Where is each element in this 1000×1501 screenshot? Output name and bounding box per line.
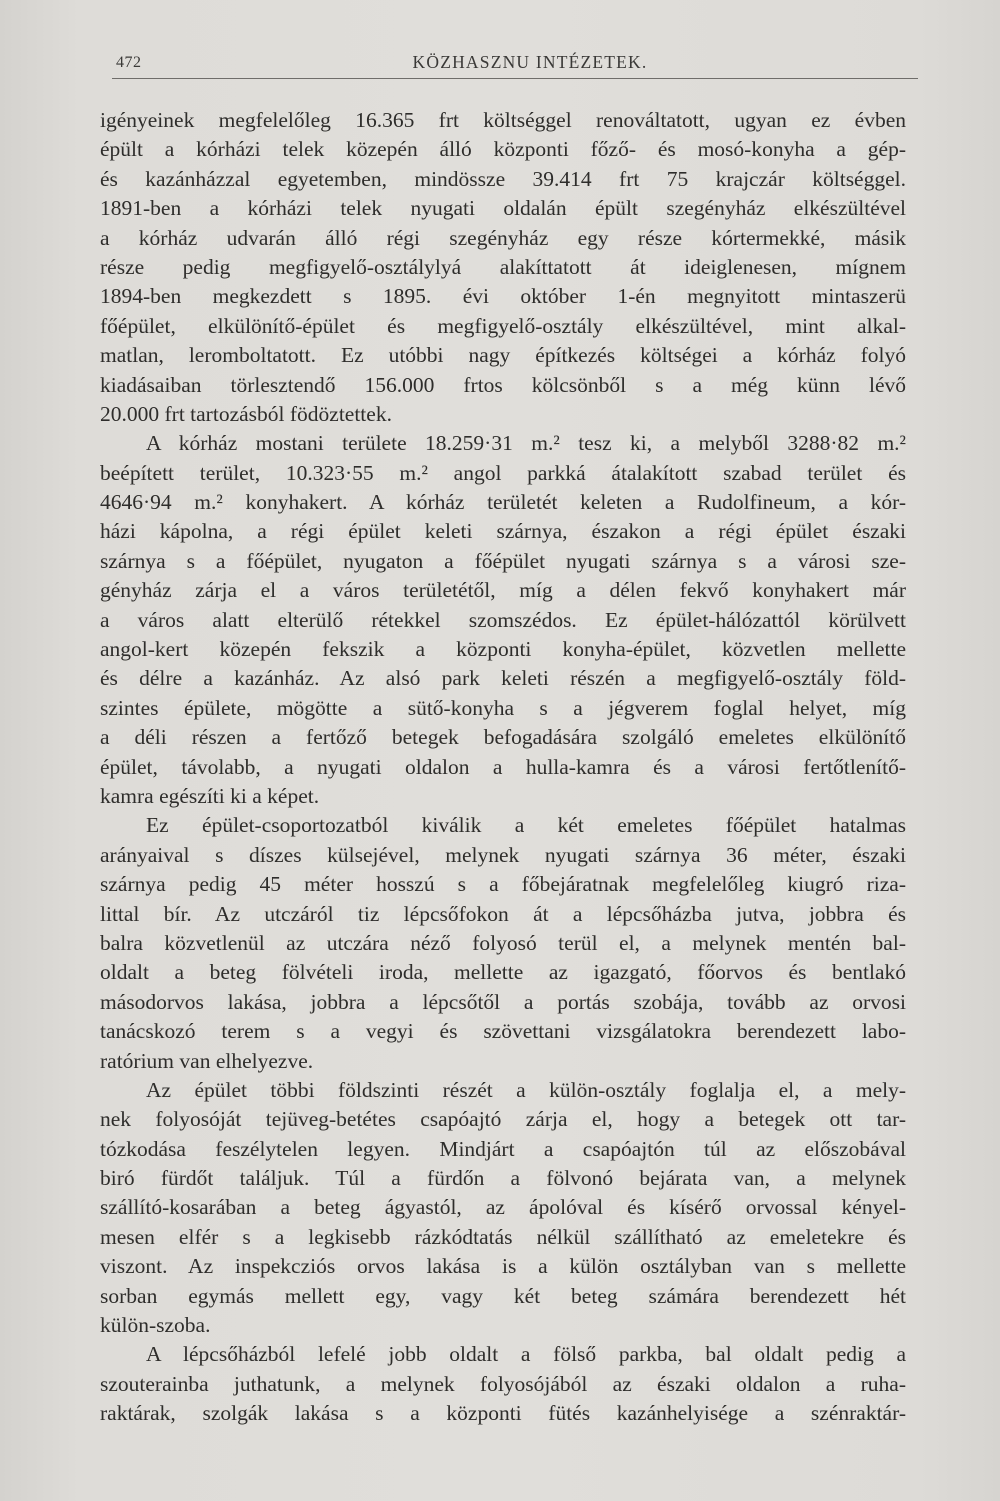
- text-line: szouterainba juthatunk, a melynek folyosójából az északi oldalon a ruha-: [100, 1371, 906, 1396]
- text-line: arányaival s díszes külsejével, melynek nyugati szárnya 36 méter, északi: [100, 842, 906, 867]
- text-line: gényház zárja el a város területétől, míg a délen fekvő konyhakert már: [100, 578, 906, 603]
- text-line: littal bír. Az utczáról tiz lépcsőfokon át a lépcsőházba jutva, jobbra és: [100, 901, 906, 926]
- text-line: biró fürdőt találjuk. Túl a fürdőn a fölvonó bejárata van, a melynek: [100, 1166, 906, 1191]
- text-line: 1891-ben a kórházi telek nyugati oldalán épült szegényház elkészültével: [100, 196, 906, 221]
- text-line: raktárak, szolgák lakása s a központi fütés kazánhelyisége a szénraktár-: [100, 1401, 906, 1426]
- text-line: része pedig megfigyelő-osztálylyá alakíttatott át ideiglenesen, mígnem: [100, 254, 906, 279]
- text-line: igényeinek megfelelőleg 16.365 frt költséggel renováltatott, ugyan ez évben: [100, 108, 906, 132]
- text-line: szállító-kosarában a beteg ágyastól, az ápolóval és kísérő orvossal kényel-: [100, 1195, 906, 1220]
- page-header: [112, 48, 918, 79]
- text-line: épült a kórházi telek közepén álló központi főző- és mosó-konyha a gép-: [100, 137, 906, 162]
- page-number: 472: [116, 54, 142, 71]
- text-line: a város alatt elterülő rétekkel szomszédos. Ez épület-hálózattól körülvett: [100, 607, 906, 632]
- text-line: 20.000 frt tartozásból födöztettek.: [100, 401, 392, 426]
- text-line: házi kápolna, a régi épület keleti szárnya, északon a régi épület északi: [100, 519, 906, 544]
- text-line: épület, távolabb, a nyugati oldalon a hulla-kamra és a városi fertőtlenítő-: [100, 754, 906, 779]
- text-line: szárnya pedig 45 méter hosszú s a főbejáratnak megfelelőleg kiugró riza-: [100, 872, 906, 897]
- text-line: a déli részen a fertőző betegek befogadására szolgáló emeletes elkülönítő: [100, 725, 906, 750]
- body-text: [100, 106, 906, 1429]
- text-line: balra közvetlenül az utczára néző folyosó terül el, a melynek mentén bal-: [100, 930, 906, 955]
- running-title: KÖZHASZNU INTÉZETEK.: [412, 52, 648, 72]
- text-line: mesen elfér s a legkisebb rázkódtatás nélkül szállítható az emeletekre és: [100, 1224, 906, 1249]
- text-line: viszont. Az inspekcziós orvos lakása is a külön osztályban van s mellette: [100, 1254, 906, 1279]
- text-line: nek folyosóját tejüveg-betétes csapóajtó zárja el, hogy a betegek ott tar-: [100, 1107, 906, 1132]
- text-line: angol-kert közepén fekszik a központi konyha-épület, közvetlen mellette: [100, 637, 906, 662]
- text-line: sorban egymás mellett egy, vagy két beteg számára berendezett hét: [100, 1283, 906, 1308]
- text-line: oldalt a beteg fölvételi iroda, mellette az igazgató, főorvos és bentlakó: [100, 960, 906, 985]
- text-line: A lépcsőházból lefelé jobb oldalt a fölső parkba, bal oldalt pedig a: [146, 1342, 906, 1367]
- text-line: ratórium van elhelyezve.: [100, 1048, 314, 1073]
- text-line: tózkodása feszélytelen legyen. Mindjárt a csapóajtón túl az előszobával: [100, 1136, 906, 1161]
- text-line: kiadásaiban törlesztendő 156.000 frtos kölcsönből s a még künn lévő: [100, 372, 906, 397]
- text-line: és kazánházzal egyetemben, mindössze 39.414 frt 75 krajczár költséggel.: [100, 166, 906, 191]
- text-line: matlan, leromboltatott. Ez utóbbi nagy építkezés költségei a kórház folyó: [100, 343, 906, 368]
- text-line: külön-szoba.: [100, 1313, 211, 1338]
- text-line: beépített terület, 10.323·55 m.² angol parkká átalakított szabad terület és: [100, 460, 906, 485]
- text-line: tanácskozó terem s a vegyi és szövettani vizsgálatokra berendezett labo-: [100, 1019, 906, 1044]
- text-line: főépület, elkülönítő-épület és megfigyelő-osztály elkészültével, mint alkal-: [100, 313, 906, 338]
- text-line: Ez épület-csoportozatból kiválik a két emeletes főépület hatalmas: [146, 813, 906, 838]
- text-line: 4646·94 m.² konyhakert. A kórház területét keleten a Rudolfineum, a kór-: [100, 490, 906, 515]
- text-line: 1894-ben megkezdett s 1895. évi október 1-én megnyitott mintaszerü: [100, 284, 906, 309]
- text-line: szintes épülete, mögötte a sütő-konyha s a jégverem foglal helyet, míg: [100, 695, 906, 720]
- text-line: Az épület többi földszinti részét a külön-osztály foglalja el, a mely-: [146, 1077, 906, 1102]
- text-line: szárnya s a főépület, nyugaton a főépület nyugati szárnya s a városi sze-: [100, 548, 906, 573]
- text-line: a kórház udvarán álló régi szegényház egy része kórtermekké, másik: [100, 225, 906, 250]
- text-line: A kórház mostani területe 18.259·31 m.² tesz ki, a melyből 3288·82 m.²: [146, 431, 906, 456]
- text-line: kamra egészíti ki a képet.: [100, 783, 320, 808]
- text-line: és délre a kazánház. Az alsó park keleti részén a megfigyelő-osztály föld-: [100, 666, 906, 691]
- text-line: másodorvos lakása, jobbra a lépcsőtől a portás szobája, tovább az orvosi: [100, 989, 906, 1014]
